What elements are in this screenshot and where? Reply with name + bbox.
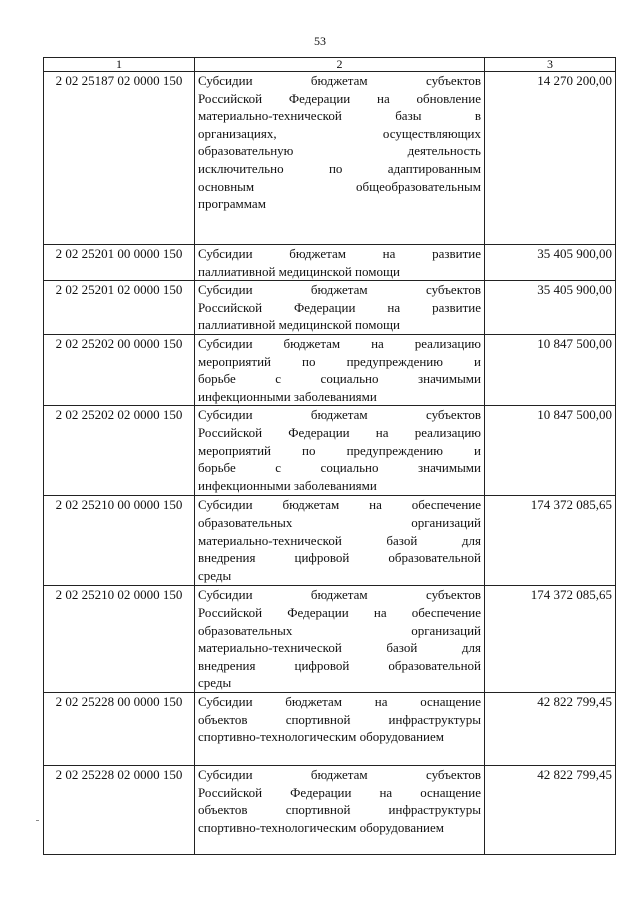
- description-line: внедрения цифровой образовательной: [198, 550, 481, 566]
- classification-code: 2 02 25187 02 0000 150: [44, 72, 195, 245]
- classification-code: 2 02 25202 00 0000 150: [44, 334, 195, 405]
- amount: 35 405 900,00: [485, 281, 616, 335]
- description-line: материально-технической базой для: [198, 640, 481, 656]
- description-line: мероприятий по предупреждению и: [198, 353, 481, 369]
- table-row: [44, 586, 616, 693]
- income-description: [195, 586, 485, 693]
- income-description: [195, 406, 485, 496]
- table-row: [44, 245, 616, 281]
- table-row: [44, 72, 616, 245]
- amount: 174 372 085,65: [485, 496, 616, 586]
- column-2-header: 2: [195, 58, 485, 72]
- description-last-line: паллиативной медицинской помощи: [198, 317, 400, 333]
- budget-income-table: [43, 57, 616, 855]
- description-line: материально-технической базы в: [198, 108, 481, 124]
- description-last-line: среды: [198, 675, 232, 691]
- amount: 14 270 200,00: [485, 72, 616, 245]
- description-line: борьбе с социально значимыми: [198, 460, 481, 476]
- description-line: мероприятий по предупреждению и: [198, 442, 481, 458]
- description-line: Субсидии бюджетам субъектов: [198, 407, 481, 423]
- table-row: [44, 334, 616, 405]
- amount: 10 847 500,00: [485, 334, 616, 405]
- column-3-header: 3: [485, 58, 616, 72]
- description-line: внедрения цифровой образовательной: [198, 657, 481, 673]
- description-line: образовательных организаций: [198, 622, 481, 638]
- description-line: материально-технической базой для: [198, 532, 481, 548]
- table-row: [44, 406, 616, 496]
- amount: 35 405 900,00: [485, 245, 616, 281]
- income-description: [195, 281, 485, 335]
- description-line: объектов спортивной инфраструктуры: [198, 711, 481, 727]
- description-line: Субсидии бюджетам субъектов: [198, 282, 481, 298]
- income-description: [195, 334, 485, 405]
- classification-code: 2 02 25210 02 0000 150: [44, 586, 195, 693]
- description-line: Российской Федерации на реализацию: [198, 424, 481, 440]
- column-1-header: 1: [44, 58, 195, 72]
- description-line: организациях, осуществляющих: [198, 125, 481, 141]
- description-line: Российской Федерации на обновление: [198, 90, 481, 106]
- description-line: Субсидии бюджетам на развитие: [198, 246, 481, 261]
- classification-code: 2 02 25228 00 0000 150: [44, 692, 195, 765]
- classification-code: 2 02 25201 02 0000 150: [44, 281, 195, 335]
- classification-code: 2 02 25201 00 0000 150: [44, 245, 195, 281]
- description-last-line: спортивно-технологическим оборудованием: [198, 819, 444, 835]
- description-line: Субсидии бюджетам субъектов: [198, 766, 481, 782]
- income-description: [195, 496, 485, 586]
- description-last-line: паллиативной медицинской помощи: [198, 263, 400, 279]
- table-row: [44, 496, 616, 586]
- description-last-line: инфекционными заболеваниями: [198, 388, 377, 404]
- description-line: Российской Федерации на развитие: [198, 299, 481, 315]
- description-line: основным общеобразовательным: [198, 178, 481, 194]
- description-line: Субсидии бюджетам на реализацию: [198, 335, 481, 351]
- amount: 174 372 085,65: [485, 586, 616, 693]
- margin-mark: [36, 820, 39, 821]
- table-row: [44, 281, 616, 335]
- description-line: Российской Федерации на оснащение: [198, 784, 481, 800]
- description-line: борьбе с социально значимыми: [198, 371, 481, 387]
- description-line: объектов спортивной инфраструктуры: [198, 802, 481, 818]
- description-line: Субсидии бюджетам субъектов: [198, 73, 481, 88]
- amount: 42 822 799,45: [485, 765, 616, 854]
- income-description: [195, 765, 485, 854]
- classification-code: 2 02 25228 02 0000 150: [44, 765, 195, 854]
- column-number-row: [44, 58, 616, 72]
- description-line: образовательных организаций: [198, 514, 481, 530]
- description-line: Субсидии бюджетам на обеспечение: [198, 497, 481, 513]
- income-description: [195, 692, 485, 765]
- income-description: [195, 245, 485, 281]
- classification-code: 2 02 25210 00 0000 150: [44, 496, 195, 586]
- page-number: 53: [314, 34, 326, 48]
- description-last-line: спортивно-технологическим оборудованием: [198, 729, 444, 745]
- amount: 42 822 799,45: [485, 692, 616, 765]
- description-line: Субсидии бюджетам субъектов: [198, 587, 481, 603]
- description-line: исключительно по адаптированным: [198, 160, 481, 176]
- income-description: [195, 72, 485, 245]
- description-line: Российской Федерации на обеспечение: [198, 604, 481, 620]
- description-line: Субсидии бюджетам на оснащение: [198, 693, 481, 709]
- description-last-line: инфекционными заболеваниями: [198, 477, 377, 493]
- amount: 10 847 500,00: [485, 406, 616, 496]
- description-last-line: среды: [198, 567, 232, 583]
- table-row: [44, 692, 616, 765]
- description-line: образовательную деятельность: [198, 143, 481, 159]
- description-last-line: программам: [198, 196, 266, 212]
- classification-code: 2 02 25202 02 0000 150: [44, 406, 195, 496]
- table-row: [44, 765, 616, 854]
